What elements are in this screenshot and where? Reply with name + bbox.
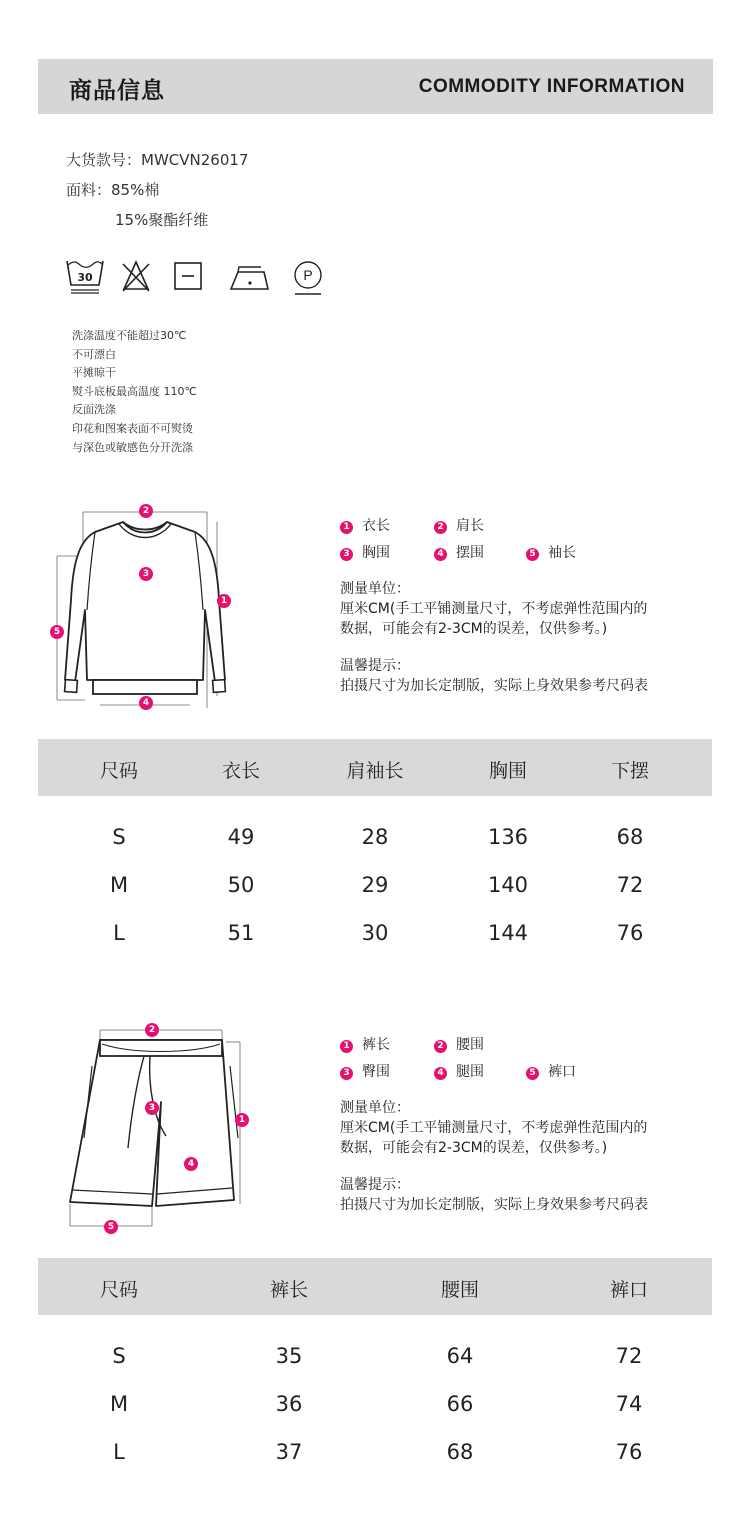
table-cell: 64 [446, 1344, 474, 1368]
legend-item: 2 腰围 [434, 1034, 484, 1054]
table-cell: 76 [616, 921, 644, 945]
col-header: 胸围 [488, 760, 528, 782]
col-header: 尺码 [99, 1279, 139, 1301]
wash-30-icon [67, 261, 103, 293]
care-line: 不可漂白 [72, 347, 116, 361]
header-bar [38, 59, 713, 114]
wash-temp-label: 30 [77, 271, 93, 284]
care-line: 反面洗涤 [72, 403, 116, 417]
dry-flat-icon [175, 263, 201, 289]
no-bleach-icon [123, 262, 149, 291]
table-cell: 37 [275, 1440, 303, 1464]
table-cell: 144 [487, 921, 529, 945]
col-header: 腰围 [440, 1279, 480, 1301]
style-number: 大货款号：MWCVN26017 [66, 151, 249, 169]
marker-2: 2 [139, 504, 153, 518]
table-cell: L [113, 1440, 125, 1464]
table-cell: 51 [227, 921, 255, 945]
header-title-cn: 商品信息 [69, 78, 165, 104]
table-cell: 136 [487, 825, 529, 849]
col-header: 下摆 [610, 760, 650, 782]
sweatshirt-diagram [45, 500, 245, 715]
legend-item: 5 袖长 [526, 542, 576, 562]
marker-5: 5 [104, 1220, 118, 1234]
table-cell: 72 [615, 1344, 643, 1368]
col-header: 尺码 [99, 760, 139, 782]
table-cell: 35 [275, 1344, 303, 1368]
table-cell: S [112, 1344, 126, 1368]
legend-item: 1 衣长 [340, 515, 390, 535]
table-cell: S [112, 825, 126, 849]
table-cell: 68 [446, 1440, 474, 1464]
legend-item: 1 裤长 [340, 1034, 390, 1054]
legend-item: 2 肩长 [434, 515, 484, 535]
care-line: 与深色或敏感色分开洗涤 [72, 440, 193, 454]
top-table-header [38, 739, 712, 796]
care-line: 洗涤温度不能超过30℃ [72, 329, 187, 342]
table-cell: 74 [615, 1392, 643, 1416]
table-cell: 50 [227, 873, 255, 897]
table-cell: 29 [361, 873, 389, 897]
table-cell: 49 [227, 825, 255, 849]
table-cell: L [113, 921, 125, 945]
legend-item: 3 胸围 [340, 542, 390, 562]
bottom-measure-note: 测量单位： 厘米CM(手工平铺测量尺寸，不考虑弹性范围内的 数据，可能会有2-3CM的误差，仅供参考。) [340, 1100, 648, 1156]
fabric-line-2: 15%聚酯纤维 [115, 211, 209, 229]
care-line: 熨斗底板最高温度 110℃ [72, 384, 197, 398]
legend-item: 5 裤口 [526, 1061, 576, 1081]
care-icons [66, 258, 346, 298]
legend-item: 4 摆围 [434, 542, 484, 562]
col-header: 衣长 [221, 760, 261, 782]
iron-low-icon [231, 267, 268, 289]
marker-2: 2 [145, 1023, 159, 1037]
col-header: 肩袖长 [346, 760, 404, 782]
marker-3: 3 [139, 567, 153, 581]
dry-clean-letter: P [303, 267, 313, 283]
table-cell: 36 [275, 1392, 303, 1416]
care-line: 平摊晾干 [72, 366, 116, 380]
top-measure-note: 测量单位： 厘米CM(手工平铺测量尺寸，不考虑弹性范围内的 数据，可能会有2-3CM的误差，仅供参考。) [340, 581, 648, 637]
bottom-tip-note: 温馨提示： 拍摄尺寸为加长定制版，实际上身效果参考尺码表 [340, 1177, 648, 1213]
table-cell: M [109, 873, 129, 897]
care-instructions [72, 327, 197, 457]
table-cell: 72 [616, 873, 644, 897]
table-cell: M [109, 1392, 129, 1416]
table-cell: 68 [616, 825, 644, 849]
table-cell: 66 [446, 1392, 474, 1416]
legend-item: 3 臀围 [340, 1061, 390, 1081]
marker-5: 5 [50, 625, 64, 639]
marker-4: 4 [184, 1157, 198, 1171]
col-header: 裤口 [609, 1279, 649, 1301]
legend-item: 4 腿围 [434, 1061, 484, 1081]
top-tip-note: 温馨提示： 拍摄尺寸为加长定制版，实际上身效果参考尺码表 [340, 658, 648, 694]
marker-4: 4 [139, 696, 153, 710]
marker-3: 3 [145, 1101, 159, 1115]
table-cell: 28 [361, 825, 389, 849]
fabric-line-1: 面料：85%棉 [66, 181, 160, 199]
table-cell: 76 [615, 1440, 643, 1464]
header-title-en: COMMODITY INFORMATION [418, 76, 685, 97]
care-line: 印花和图案表面不可熨烫 [72, 421, 193, 435]
table-cell: 140 [487, 873, 529, 897]
dry-clean-p-icon [295, 262, 321, 294]
table-cell: 30 [361, 921, 389, 945]
marker-1: 1 [217, 594, 231, 608]
marker-1: 1 [235, 1113, 249, 1127]
col-header: 裤长 [269, 1279, 309, 1301]
bottom-table-header [38, 1258, 712, 1315]
shorts-diagram [62, 1018, 262, 1238]
